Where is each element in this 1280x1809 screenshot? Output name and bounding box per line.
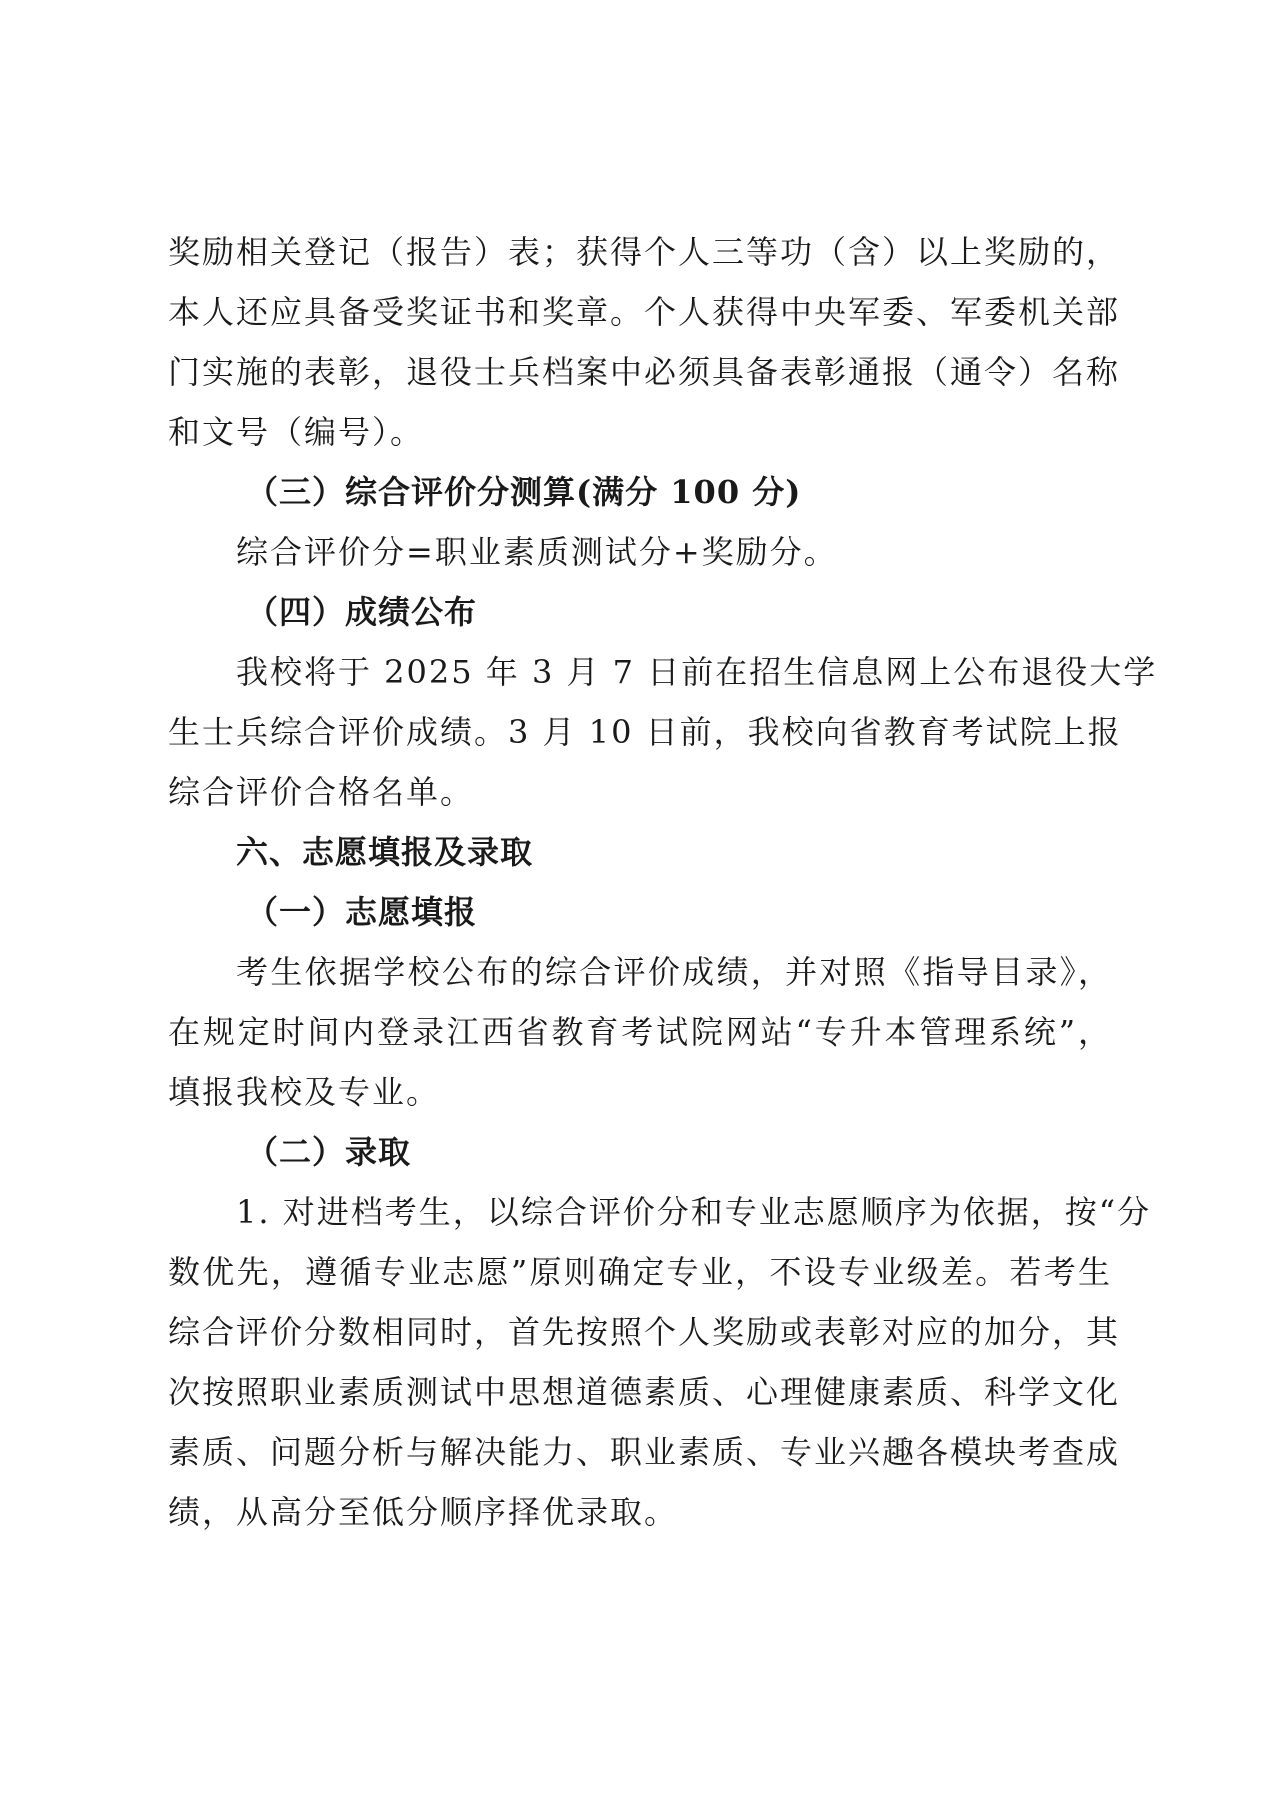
- subheading-volunteer-filing: （一）志愿填报: [246, 893, 478, 931]
- subheading-admission: （二）录取: [246, 1133, 412, 1171]
- paragraph-line: 填报我校及专业。: [168, 1073, 441, 1111]
- paragraph-line: 素质、问题分析与解决能力、职业素质、专业兴趣各模块考查成: [168, 1433, 1121, 1471]
- paragraph-line: 门实施的表彰，退役士兵档案中必须具备表彰通报（通令）名称: [168, 353, 1121, 391]
- paragraph-line: 本人还应具备受奖证书和奖章。个人获得中央军委、军委机关部: [168, 293, 1121, 331]
- paragraph-line: 综合评价分=职业素质测试分+奖励分。: [236, 533, 838, 571]
- subheading-results-release: （四）成绩公布: [246, 593, 478, 631]
- paragraph-line: 生士兵综合评价成绩。3 月 10 日前，我校向省教育考试院上报: [168, 713, 1122, 751]
- paragraph-line: 绩，从高分至低分顺序择优录取。: [168, 1493, 679, 1531]
- paragraph-line: 和文号（编号）。: [168, 413, 425, 451]
- subheading-comprehensive-score: （三）综合评价分测算(满分 100 分): [246, 473, 802, 511]
- paragraph-line: 综合评价合格名单。: [168, 773, 475, 811]
- paragraph-line: 综合评价分数相同时，首先按照个人奖励或表彰对应的加分，其: [168, 1313, 1121, 1351]
- paragraph-line: 我校将于 2025 年 3 月 7 日前在招生信息网上公布退役大学: [236, 653, 1158, 691]
- paragraph-line: 次按照职业素质测试中思想道德素质、心理健康素质、科学文化: [168, 1373, 1121, 1411]
- paragraph-line: 数优先，遵循专业志愿”原则确定专业，不设专业级差。若考生: [168, 1253, 1112, 1291]
- paragraph-line: 考生依据学校公布的综合评价成绩，并对照《指导目录》，: [236, 953, 1112, 991]
- section-heading-volunteer-admission: 六、志愿填报及录取: [236, 833, 534, 871]
- paragraph-line: 奖励相关登记（报告）表；获得个人三等功（含）以上奖励的，: [168, 233, 1121, 271]
- paragraph-line: 1. 对进档考生，以综合评价分和专业志愿顺序为依据，按“分: [236, 1193, 1152, 1231]
- paragraph-line: 在规定时间内登录江西省教育考试院网站“专升本管理系统”，: [168, 1013, 1112, 1051]
